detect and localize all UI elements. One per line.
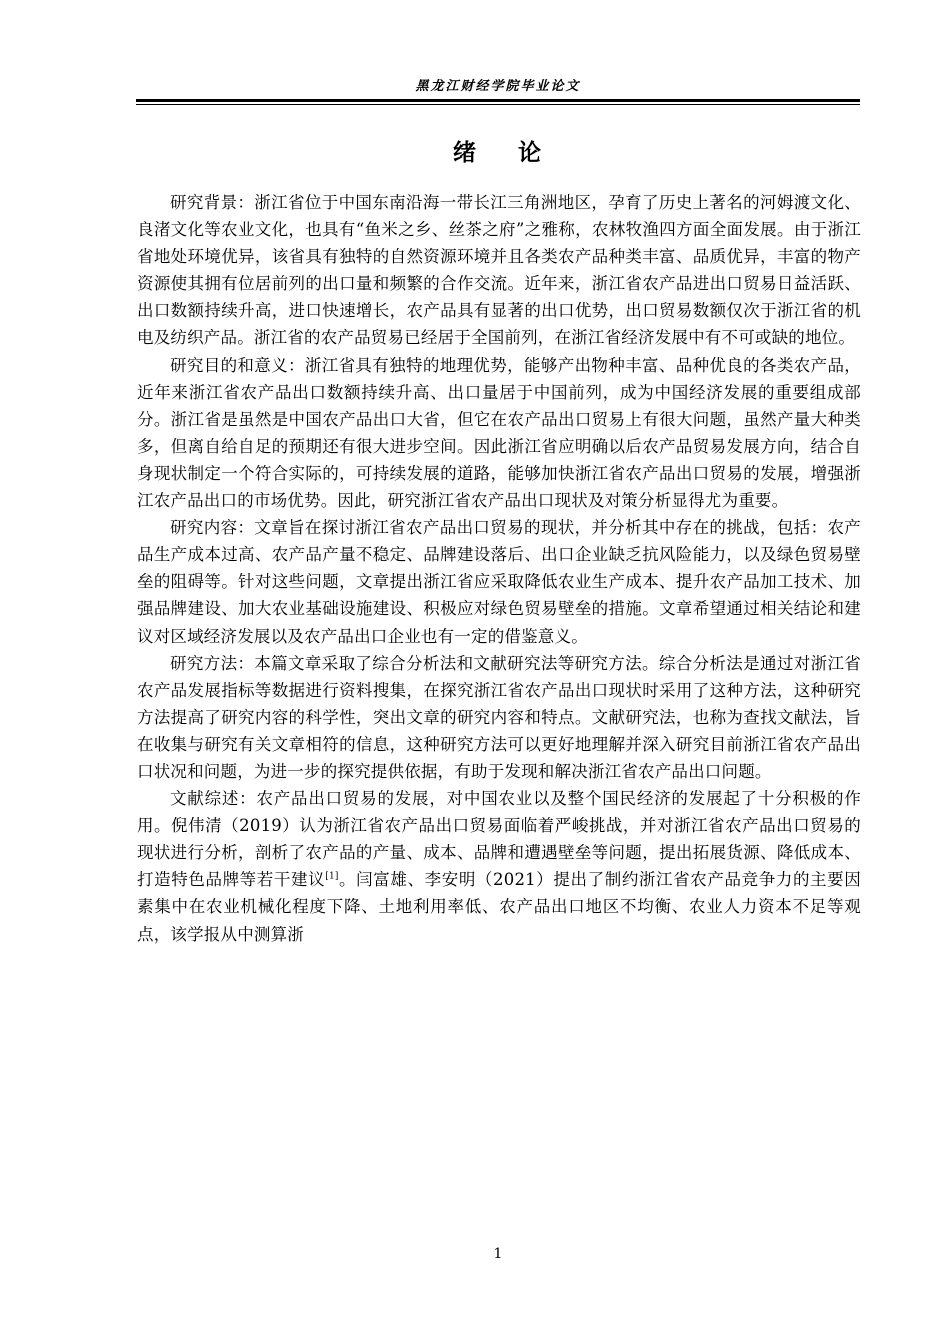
paragraph-research-content: 研究内容：文章旨在探讨浙江省农产品出口贸易的现状，并分析其中存在的挑战，包括：农产品生产成本过高、农产品产量不稳定、品牌建设落后、出口企业缺乏抗风险能力，以及绿色贸易壁垒的阻碍等。针对这些问题，文章提出浙江省应采取降低农业生产成本、提升农产品加工技术、加强品牌建设、加大农业基础设施建设、积极应对绿色贸易壁垒的措施。文章希望通过相关结论和建议对区域经济发展以及农产品出口企业也有一定的借鉴意义。 [137,518,861,646]
section-title: 绪 论 [452,139,544,166]
paragraph-research-purpose: 研究目的和意义：浙江省具有独特的地理优势，能够产出物种丰富、品种优良的各类农产品，近年来浙江省农产品出口数额持续升高、出口量居于中国前列，成为中国经济发展的重要组成部分。浙江省是虽然是中国农产品出口大省，但它在农产品出口贸易上有很大问题，虽然产量大种类多，但离自给自足的预期还有很大进步空间。因此浙江省应明确以后农产品贸易发展方向，结合自身现状制定一个符合实际的，可持续发展的道路，能够加快浙江省农产品出口贸易的发展，增强浙江农产品出口的市场优势。因此，研究浙江省农产品出口现状及对策分析显得尤为重要。 [137,355,861,511]
page-header-title: 黑龙江财经学院毕业论文 [415,79,581,94]
header-rule-thick [136,99,860,102]
body-text [137,189,861,948]
paragraph-literature-review [137,785,861,948]
header-rule-thin [136,104,860,105]
literature-review-text-end: 。闫富雄、李安明（2021）提出了制约浙江省农产品竞争力的主要因素集中在农业机械化程度下降、土地利用率低、农产品出口地区不均衡、农业人力资本不足等观点，该学报从中测算浙 [137,870,861,944]
citation-marker: [1] [325,871,339,882]
page-number: 1 [493,1246,503,1262]
paragraph-research-method: 研究方法：本篇文章采取了综合分析法和文献研究法等研究方法。综合分析法是通过对浙江省农产品发展指标等数据进行资料搜集，在探究浙江省农产品出口现状时采用了这种方法，这种研究方法提高了研究内容的科学性，突出文章的研究内容和特点。文献研究法，也称为查找文献法，旨在收集与研究有关文章相符的信息，这种研究方法可以更好地理解并深入研究目前浙江省农产品出口状况和问题，为进一步的探究提供依据，有助于发现和解决浙江省农产品出口问题。 [137,653,861,781]
literature-review-text-start: 文献综述：农产品出口贸易的发展，对中国农业以及整个国民经济的发展起了十分积极的作用。倪伟清（2019）认为浙江省农产品出口贸易面临着严峻挑战，并对浙江省农产品出口贸易的现状进行分析，剖析了农产品的产量、成本、品牌和遭遇壁垒等问题，提出拓展货源、降低成本、打造特色品牌等若干建议 [137,789,861,890]
paragraph-research-background: 研究背景：浙江省位于中国东南沿海一带长江三角洲地区，孕育了历史上著名的河姆渡文化、良渚文化等农业文化，也具有“鱼米之乡、丝茶之府”之雅称，农林牧渔四方面全面发展。由于浙江省地处环境优异，该省具有独特的自然资源环境并且各类农产品种类丰富、品质优异，丰富的物产资源使其拥有位居前列的出口量和频繁的合作交流。近年来，浙江省农产品进出口贸易日益活跃、出口数额持续升高，进口快速增长，农产品具有显著的出口优势，出口贸易数额仅次于浙江省的机电及纺织产品。浙江省的农产品贸易已经居于全国前列，在浙江省经济发展中有不可或缺的地位。 [137,193,861,348]
